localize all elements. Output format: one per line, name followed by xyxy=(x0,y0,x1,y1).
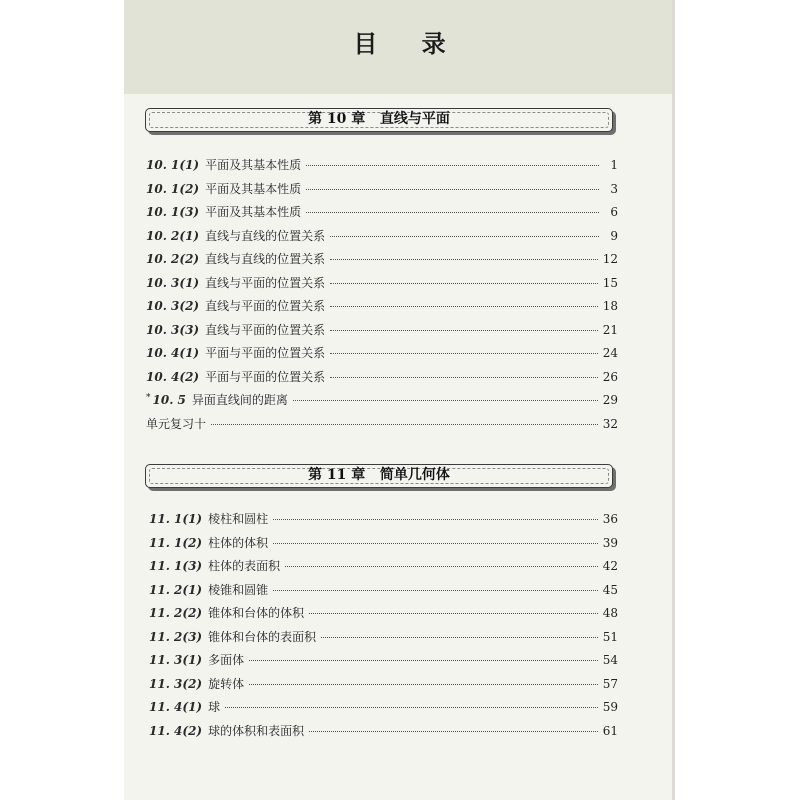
dot-leader xyxy=(330,236,599,237)
section-number: 11. 1(2) xyxy=(149,535,203,550)
section-title: 多面体 xyxy=(208,653,245,667)
dot-leader xyxy=(306,165,599,166)
toc-entry xyxy=(146,180,618,204)
section-number: 11. 2(2) xyxy=(149,606,203,620)
dot-leader xyxy=(249,660,598,661)
toc-entry xyxy=(146,156,618,180)
chapter-title: 第 11 章 简单几何体 xyxy=(308,467,450,483)
toc-entry xyxy=(149,510,618,534)
page-number: 45 xyxy=(602,582,618,597)
section-title: 平面及其基本性质 xyxy=(205,181,302,196)
section-title: 棱柱和圆柱 xyxy=(208,512,269,526)
toc-entry xyxy=(146,368,618,392)
page-number: 39 xyxy=(602,535,618,550)
section-number: 11. 4(1) xyxy=(149,700,203,714)
section-number: 10. 4(1) xyxy=(146,346,200,360)
section-number: 10. 1(1) xyxy=(146,158,200,172)
section-title: 锥体和台体的表面积 xyxy=(208,629,317,644)
section-title: 球的体积和表面积 xyxy=(208,723,305,738)
section-title: 平面及其基本性质 xyxy=(205,158,302,172)
section-title: 球 xyxy=(208,700,221,714)
chapter-11-heading xyxy=(145,464,613,488)
toc-entry xyxy=(149,675,618,699)
toc-entry xyxy=(146,391,618,415)
page-number: 26 xyxy=(602,369,618,384)
page-number: 1 xyxy=(610,158,618,172)
section-number: 10. 2(2) xyxy=(146,252,200,266)
page-number: 6 xyxy=(610,205,618,219)
section-number: 11. 3(1) xyxy=(149,653,203,667)
toc-entry xyxy=(146,344,618,368)
toc-entry xyxy=(149,698,618,722)
page-number: 29 xyxy=(602,393,618,407)
page-number: 3 xyxy=(610,181,618,196)
section-title: 平面及其基本性质 xyxy=(205,205,302,219)
toc-entry xyxy=(146,297,618,321)
section-number: 11. 2(1) xyxy=(149,582,203,597)
section-title: 平面与平面的位置关系 xyxy=(205,369,326,384)
section-title: 直线与平面的位置关系 xyxy=(205,299,326,313)
section-number: 10. 1(3) xyxy=(146,205,200,219)
toc-entry xyxy=(146,250,618,274)
section-number: 10. 3(1) xyxy=(146,275,200,290)
toc-entry xyxy=(146,321,618,345)
section-title: 平面与平面的位置关系 xyxy=(205,346,326,360)
page-number: 59 xyxy=(602,700,618,714)
section-title: 柱体的体积 xyxy=(208,535,269,550)
section-number: 11. 4(2) xyxy=(149,723,203,738)
section-number: 11. 1(1) xyxy=(149,512,203,526)
dot-leader xyxy=(330,377,598,378)
dot-leader xyxy=(273,543,598,544)
page-edge xyxy=(672,0,675,800)
page-number: 54 xyxy=(602,653,618,667)
dot-leader xyxy=(285,566,598,567)
dot-leader xyxy=(273,519,598,520)
dot-leader xyxy=(211,424,598,425)
dot-leader xyxy=(249,684,598,685)
dot-leader xyxy=(330,353,598,354)
dot-leader xyxy=(309,613,598,614)
chapter-title: 第 10 章 直线与平面 xyxy=(308,111,450,127)
toc-entry xyxy=(149,534,618,558)
chapter-10-toc xyxy=(146,156,618,438)
dot-leader xyxy=(330,259,598,260)
section-title: 异面直线间的距离 xyxy=(191,393,288,407)
toc-entry xyxy=(149,628,618,652)
section-number: 10. 2(1) xyxy=(146,228,200,243)
toc-entry xyxy=(146,274,618,298)
dot-leader xyxy=(330,283,598,284)
dot-leader xyxy=(330,330,598,331)
page-title: 目 录 xyxy=(353,30,464,58)
page-number: 24 xyxy=(602,346,618,360)
page-number: 61 xyxy=(602,723,618,738)
dot-leader xyxy=(306,212,599,213)
page-number: 57 xyxy=(602,676,618,691)
toc-entry xyxy=(149,722,618,746)
dot-leader xyxy=(309,731,598,732)
dot-leader xyxy=(321,637,598,638)
toc-entry xyxy=(146,415,618,439)
toc-entry xyxy=(149,557,618,581)
dot-leader xyxy=(273,590,598,591)
toc-entry xyxy=(149,651,618,675)
section-number: 10. 4(2) xyxy=(146,369,200,384)
dot-leader xyxy=(225,707,598,708)
section-number: 10. 5 xyxy=(152,393,186,407)
section-title: 直线与直线的位置关系 xyxy=(205,252,326,266)
optional-star-mark: * xyxy=(146,393,151,403)
page-number: 21 xyxy=(602,322,618,337)
page-number: 42 xyxy=(602,559,618,573)
section-title: 直线与直线的位置关系 xyxy=(205,228,326,243)
section-title: 棱锥和圆锥 xyxy=(208,582,269,597)
section-number: 10. 3(2) xyxy=(146,299,200,313)
section-title: 直线与平面的位置关系 xyxy=(205,322,326,337)
page-number: 18 xyxy=(602,299,618,313)
header-band xyxy=(124,0,675,94)
page-number: 9 xyxy=(610,228,618,243)
dot-leader xyxy=(306,189,599,190)
page-number: 32 xyxy=(602,416,618,431)
page-number: 51 xyxy=(602,629,618,644)
toc-entry xyxy=(149,581,618,605)
section-title: 直线与平面的位置关系 xyxy=(205,275,326,290)
section-title: 锥体和台体的体积 xyxy=(208,606,305,620)
section-number: 10. 1(2) xyxy=(146,181,200,196)
section-number: 10. 3(3) xyxy=(146,322,200,337)
toc-entry xyxy=(146,203,618,227)
section-number: 11. 1(3) xyxy=(149,559,203,573)
section-number: 11. 2(3) xyxy=(149,629,203,644)
toc-entry xyxy=(146,227,618,251)
chapter-10-heading xyxy=(145,108,613,132)
page-number: 36 xyxy=(602,512,618,526)
page-number: 12 xyxy=(602,252,618,266)
section-title: 柱体的表面积 xyxy=(208,559,281,573)
page-number: 48 xyxy=(602,606,618,620)
dot-leader xyxy=(330,306,598,307)
document-page xyxy=(124,0,675,800)
section-title: 单元复习十 xyxy=(146,416,207,431)
section-title: 旋转体 xyxy=(208,676,245,691)
toc-entry xyxy=(149,604,618,628)
page-number: 15 xyxy=(602,275,618,290)
chapter-11-toc xyxy=(149,510,618,745)
section-number: 11. 3(2) xyxy=(149,676,203,691)
dot-leader xyxy=(293,400,598,401)
